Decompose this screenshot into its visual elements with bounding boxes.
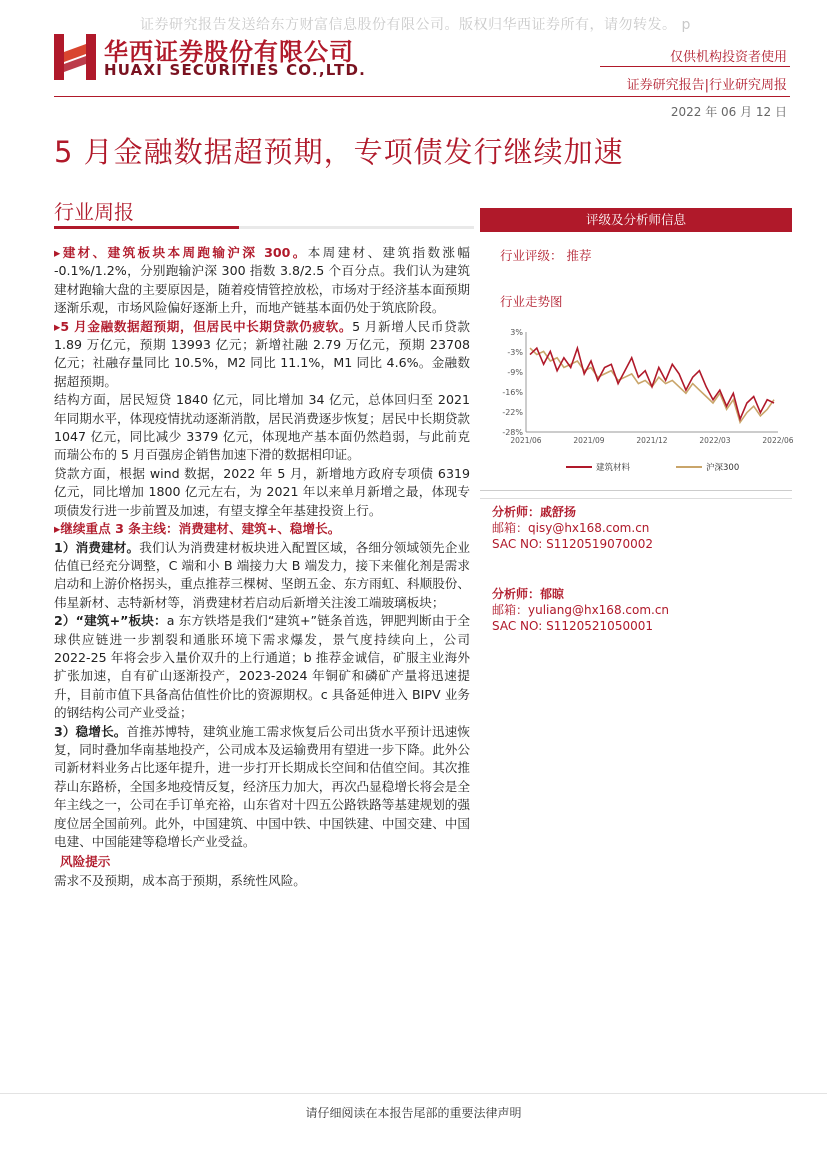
header-divider [600, 66, 790, 67]
legend-label: 沪深300 [706, 463, 740, 473]
analyst-email[interactable]: qisy@hx168.com.cn [528, 521, 650, 535]
footer-disclaimer: 请仔细阅读在本报告尾部的重要法律声明 [305, 1106, 522, 1120]
analyst-sac: S1120519070002 [546, 537, 653, 551]
paragraph-heading: 建材、建筑板块本周跑输沪深 300。 [60, 245, 308, 260]
bullet-icon: ▸ [54, 245, 61, 260]
paragraph-text: 本周建材、建筑指数涨幅 -0.1%/1.2%，分别跑输沪深 300 指数 3.8/2.5 个百分点。我们认为建筑建材跑输大盘的主要原因是，随着疫情管控放松，市场对于经济基本面预期逐渐乐观，市场风险偏好逐渐上升，而地产链基本面仍处于筑底阶段。 [54, 245, 470, 316]
sac-label: SAC NO: [492, 619, 543, 633]
x-tick-label: 2021/06 [510, 436, 542, 445]
paragraph [54, 318, 470, 392]
analyst-label: 分析师： [492, 587, 541, 601]
report-type: 证券研究报告|行业研究周报 [626, 78, 787, 93]
huaxi-logo-icon [54, 34, 96, 80]
analyst-label: 分析师： [492, 505, 541, 519]
trend-label: 行业走势图 [500, 294, 563, 309]
paragraph-heading: 继续重点 3 条主线：消费建材、建筑+、稳增长。 [60, 521, 341, 537]
rating-value: 推荐 [566, 248, 592, 263]
bullet-icon: ▸ [54, 318, 61, 334]
analyst-name: 郁晾 [540, 587, 565, 601]
y-tick-label: -9% [507, 368, 523, 377]
paragraph [54, 244, 470, 318]
footer-rule [0, 1093, 827, 1094]
bullet-icon: ▸ [54, 521, 61, 537]
paragraph-heading: 2）“建筑+”板块： [54, 613, 167, 629]
audience-note: 仅供机构投资者使用 [669, 50, 787, 65]
section-title: 行业周报 [54, 200, 134, 224]
sac-label: SAC NO: [492, 537, 543, 551]
report-title: 5 月金融数据超预期，专项债发行继续加速 [54, 135, 624, 169]
report-date: 2022 年 06 月 12 日 [670, 105, 787, 119]
series-line-materials [530, 348, 774, 419]
analyst-name: 戚舒扬 [540, 505, 577, 519]
analyst-email[interactable]: yuliang@hx168.com.cn [528, 603, 670, 617]
company-name-cn: 华西证券股份有限公司 [104, 38, 354, 66]
paragraph-heading: 1）消费建材。 [54, 539, 140, 555]
risk-title: 风险提示 [60, 854, 111, 870]
y-tick-label: -28% [502, 428, 523, 437]
x-tick-label: 2022/03 [699, 436, 731, 445]
analyst-divider [480, 498, 792, 499]
watermark: 证券研究报告发送给东方财富信息股份有限公司。版权归华西证券所有，请勿转发。 p [140, 17, 691, 33]
analyst-card [492, 504, 653, 552]
paragraph [54, 723, 470, 852]
company-name-en: HUAXI SECURITIES CO.,LTD. [104, 61, 366, 79]
y-tick-label: -3% [507, 348, 523, 357]
risk-text: 需求不及预期，成本高于预期，系统性风险。 [54, 872, 306, 888]
y-tick-label: -16% [502, 388, 523, 397]
x-tick-label: 2022/06 [762, 436, 794, 445]
rating-panel-header: 评级及分析师信息 [480, 208, 792, 232]
paragraph-text: 我们认为消费建材板块进入配置区域，各细分领域领先企业估值已经充分调整，C 端和小 B 端接力大 B 端发力，接下来催化剂是需求启动和上游价格拐头，重点推荐三棵树、坚朗五金、东方雨虹、科顺股份、伟星新材、志特新材等，消费建材若启动后新增关注浚工端玻璃板块； [54, 539, 471, 610]
paragraph: 贷款方面，根据 wind 数据，2022 年 5 月，新增地方政府专项债 6319 亿元，同比增加 1800 亿元左右，为 2021 年以来单月新增之最，体现专项债发行进一步前置及加速，有望支撑全年基建投资上行。 [54, 465, 470, 518]
paragraph [54, 539, 470, 613]
paragraph [54, 520, 470, 538]
trend-chart [496, 322, 794, 477]
paragraph: 结构方面，居民短贷 1840 亿元，同比增加 34 亿元，总体回归至 2021 年同期水平，体现疫情扰动逐渐消散，居民消费逐步恢复；居民中长期贷款 1047 亿元，同比减少 3379 亿元，体现地产基本面仍然趋弱，与此前克而瑞公布的 5 月百强房企销售加速下滑的数据相印证。 [54, 392, 470, 463]
paragraph-heading: 5 月金融数据超预期，但居民中长期贷款仍疲软。 [60, 318, 353, 334]
report-body [54, 244, 470, 890]
paragraph [54, 612, 470, 722]
rating-row [500, 246, 592, 264]
y-tick-label: -22% [502, 408, 523, 417]
paragraph-heading: 3）稳增长。 [54, 723, 127, 739]
analyst-card [492, 586, 669, 634]
paragraph-text: 首推苏博特，建筑业施工需求恢复后公司出货水平预计迅速恢复，同时叠加华南基地投产，公司成本及运输费用有望进一步下降。此外公司新材料业务占比逐年提升，进一步打开长期成长空间和估值空间。其次推荐山东路桥，全国多地疫情反复，经济压力加大，再次凸显稳增长将会是全年主线之一，公司在手订单充裕，山东省对十四五公路铁路等基建规划的强度位居全国前列。此外，中国建筑、中国中铁、中国铁建、中国交建、中国电建、中国能建等稳增长产业受益。 [54, 723, 471, 849]
email-label: 邮箱： [492, 603, 529, 617]
analyst-sac: S1120521050001 [546, 619, 653, 633]
email-label: 邮箱： [492, 521, 529, 535]
paragraph-text: 5 月新增人民币贷款 1.89 万亿元，预期 13993 亿元；新增社融 2.79 万亿元，预期 23708 亿元；社融存量同比 10.5%，M2 同比 11.1%，M1 同比 4.6%。金融数据超预期。 [54, 318, 470, 389]
paragraph-text: a 东方铁塔是我们“建筑+”链条首选，钾肥判断由于全球供应链进一步割裂和通胀环境下需求爆发，景气度持续向上，公司 2022-25 年将会步入量价双升的上行通道；b 推荐金诚信，矿服主业海外扩张加速，自有矿山逐渐投产，2023-2024 年铜矿和磷矿产量将迅速提升，目前市值下具备高估值性价比的资源期权。c 具备延伸进入 BIPV 业务的钢结构公司产业受益； [54, 613, 470, 721]
legend-label: 建筑材料 [596, 463, 631, 473]
x-tick-label: 2021/09 [573, 436, 605, 445]
header-rule [54, 96, 790, 97]
rating-label: 行业评级： [500, 248, 563, 263]
y-tick-label: 3% [510, 328, 523, 337]
x-tick-label: 2021/12 [636, 436, 668, 445]
section-rule-accent [54, 226, 239, 229]
